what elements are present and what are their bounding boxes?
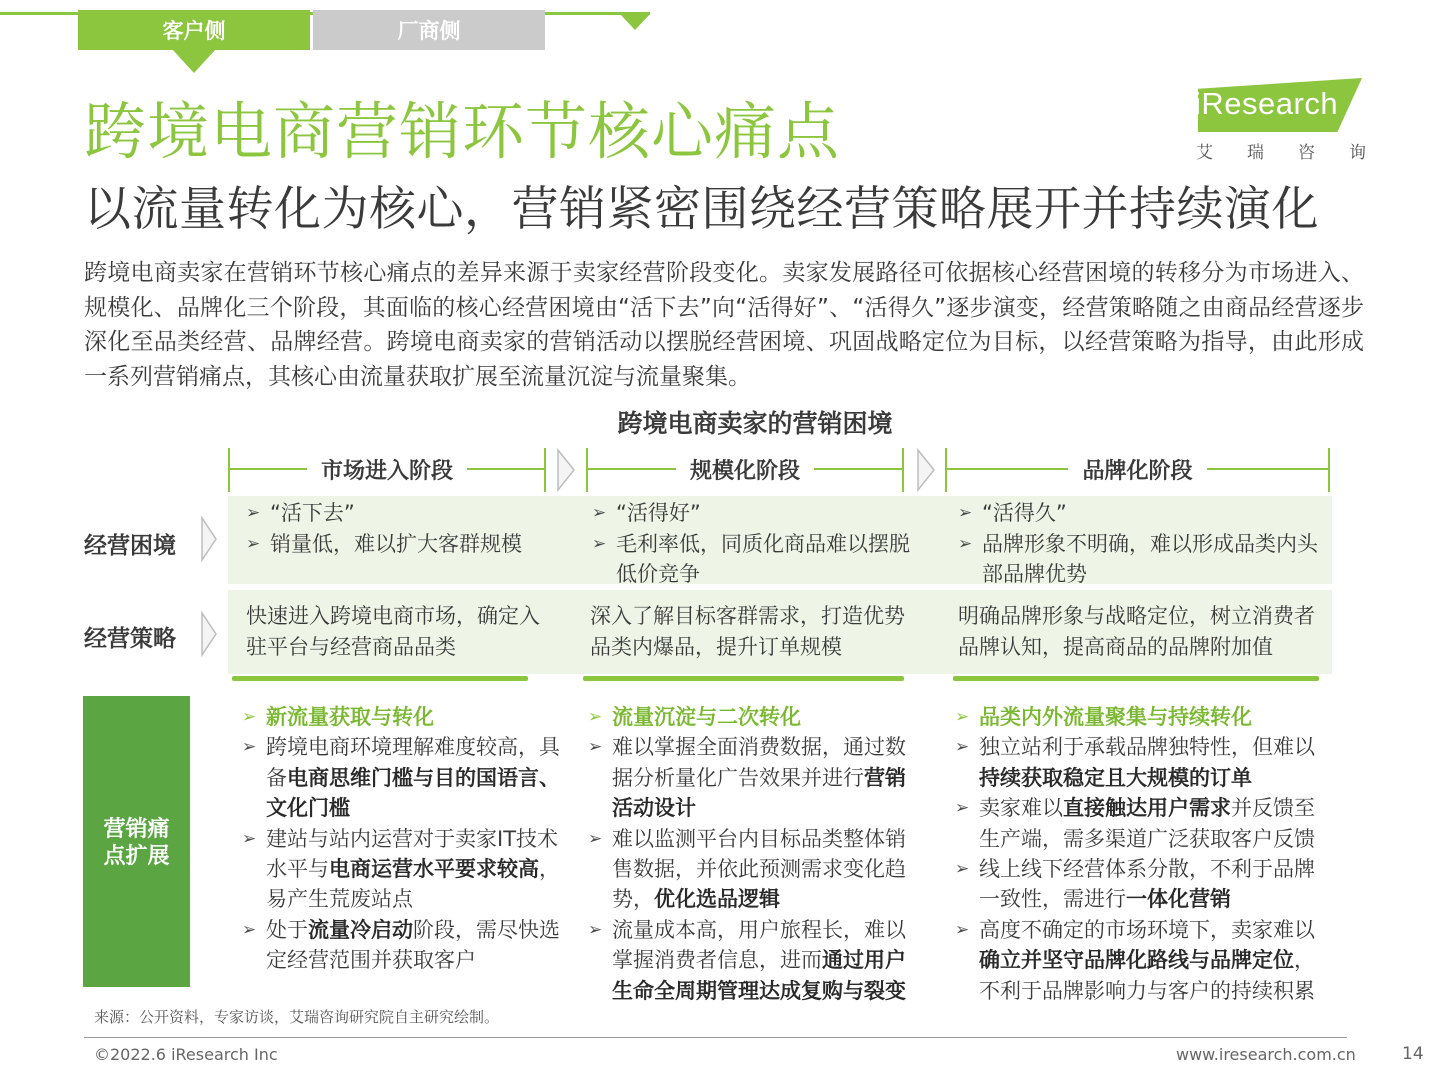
list-item xyxy=(242,915,564,976)
active-tab-pointer xyxy=(172,49,216,73)
body-text: 并反馈至生产端，需多渠道广泛获取客户反馈 xyxy=(979,796,1315,851)
chevron-right-icon xyxy=(200,516,218,562)
body-text: ，易产生荒废站点 xyxy=(266,857,560,912)
source-note: 来源：公开资料，专家访谈，艾瑞咨询研究院自主研究绘制。 xyxy=(94,1008,500,1026)
chevron-right-icon xyxy=(556,448,576,492)
body-text: 高度不确定的市场环境下，卖家难以 xyxy=(979,917,1315,942)
logo-brand-text: iResearch xyxy=(1194,86,1339,121)
iresearch-logo xyxy=(1190,76,1366,162)
green-divider-bar xyxy=(953,676,1319,681)
logo-char: 咨 xyxy=(1298,143,1315,163)
chevron-right-icon xyxy=(916,448,936,492)
row-label-dilemma: 经营困境 xyxy=(84,533,176,559)
page-number: 14 xyxy=(1402,1044,1424,1064)
body-text: 独立站利于承载品牌独特性，但难以 xyxy=(979,735,1315,760)
emphasis-text: 流量冷启动 xyxy=(308,917,413,942)
body-text: 建站与站内运营对于卖家IT技术水平与 xyxy=(266,826,559,882)
pain-column-3 xyxy=(955,702,1333,1006)
strategy-cell-1: 快速进入跨境电商市场，确定入驻平台与经营商品品类 xyxy=(246,604,540,659)
body-text: ，不利于品牌影响力与客户的持续积累 xyxy=(979,948,1315,1003)
list-item xyxy=(955,915,1333,1006)
green-divider-bar xyxy=(583,676,904,681)
pain-heading: ➢ 新流量获取与转化 xyxy=(242,702,564,732)
logo-char: 瑞 xyxy=(1247,143,1264,163)
list-item: ➢ 销量低，难以扩大客群规模 xyxy=(246,529,566,560)
emphasis-text: 一体化营销 xyxy=(1126,887,1231,912)
body-text: 流量成本高，用户旅程长，难以掌握消费者信息，进而 xyxy=(612,917,906,973)
body-text: 难以掌握全面消费数据，通过数据分析量化广告效果并进行 xyxy=(612,735,906,790)
page-title: 跨境电商营销环节核心痛点 xyxy=(84,95,841,168)
logo-char: 艾 xyxy=(1196,143,1213,163)
list-item xyxy=(588,732,916,823)
row-label-strategy: 经营策略 xyxy=(84,626,176,652)
pain-heading: ➢ 品类内外流量聚集与持续转化 xyxy=(955,702,1333,732)
list-item: ➢ “活得久” xyxy=(958,498,1330,529)
body-text: 阶段，需尽快选定经营范围并获取客户 xyxy=(266,917,560,973)
green-divider-bar xyxy=(232,676,528,681)
dilemma-cell-2 xyxy=(592,498,910,590)
emphasis-text: 营销活动设计 xyxy=(612,765,906,821)
list-item: ➢ 品牌形象不明确，难以形成品类内头部品牌优势 xyxy=(958,529,1330,590)
list-item: ➢ “活下去” xyxy=(246,498,566,529)
list-item xyxy=(955,793,1333,854)
stage-label: 市场进入阶段 xyxy=(307,454,467,485)
stage-header-market-entry xyxy=(228,448,546,492)
body-text: 处于 xyxy=(266,917,308,942)
pain-label-text: 营销痛点扩展 xyxy=(103,817,170,869)
list-item xyxy=(955,732,1333,793)
dilemma-cell-3 xyxy=(958,498,1330,590)
footer-divider xyxy=(84,1037,1347,1038)
list-item xyxy=(955,854,1333,915)
logo-cn-text xyxy=(1196,138,1366,163)
stage-header-scale xyxy=(586,448,904,492)
stage-label: 品牌化阶段 xyxy=(1068,454,1206,485)
page-subtitle: 以流量转化为核心，营销紧密围绕经营策略展开并持续演化 xyxy=(84,182,1319,237)
body-text: 跨境电商环境理解难度较高，具备 xyxy=(266,735,560,790)
emphasis-text: 通过用户生命全周期管理达成复购与裂变 xyxy=(612,948,906,1003)
list-item xyxy=(588,824,916,915)
stage-label: 规模化阶段 xyxy=(676,454,814,485)
tab-customer[interactable]: 客户侧 xyxy=(78,10,310,50)
emphasis-text: 直接触达用户需求 xyxy=(1063,796,1231,821)
body-text: 卖家难以 xyxy=(979,796,1063,821)
intro-paragraph: 跨境电商卖家在营销环节核心痛点的差异来源于卖家经营阶段变化。卖家发展路径可依据核心经营困境的转移分为市场进入、规模化、品牌化三个阶段，其面临的核心经营困境由“活下去”向“活得好”、“活得久”逐步演变，经营策略随之由商品经营逐步深化至品类经营、品牌经营。跨境电商卖家的营销活动以摆脱经营困境、巩固战略定位为目标，以经营策略为指导，由此形成一系列营销痛点，其核心由流量获取扩展至流量沉淀与流量聚集。 xyxy=(84,260,1364,390)
body-text: 线上线下经营体系分散，不利于品牌一致性，需进行 xyxy=(979,857,1315,912)
pain-column-2 xyxy=(588,702,916,1006)
strategy-cell-2: 深入了解目标客群需求，打造优势品类内爆品，提升订单规模 xyxy=(590,604,905,659)
row-label-pain xyxy=(83,696,190,987)
website-link[interactable]: www.iresearch.com.cn xyxy=(1176,1045,1356,1064)
strategy-cell-3: 明确品牌形象与战略定位，树立消费者品牌认知，提高商品的品牌附加值 xyxy=(958,604,1315,659)
copyright: ©2022.6 iResearch Inc xyxy=(94,1045,278,1064)
pain-column-1 xyxy=(242,702,564,976)
list-item xyxy=(588,915,916,1006)
tab-vendor[interactable]: 厂商侧 xyxy=(313,10,545,50)
diagram-title: 跨境电商卖家的营销困境 xyxy=(617,409,893,438)
pain-heading: ➢ 流量沉淀与二次转化 xyxy=(588,702,916,732)
stage-header-brand xyxy=(945,448,1330,492)
list-item: ➢ “活得好” xyxy=(592,498,910,529)
list-item xyxy=(242,824,564,915)
dilemma-cell-1 xyxy=(246,498,566,559)
emphasis-text: 持续获取稳定且大规模的订单 xyxy=(979,765,1252,790)
emphasis-text: 电商运营水平要求较高 xyxy=(329,857,539,882)
body-text: 难以监测平台内目标品类整体销售数据，并依此预测需求变化趋势， xyxy=(612,826,906,912)
emphasis-text: 电商思维门槛与目的国语言、文化门槛 xyxy=(266,765,560,821)
list-item: ➢ 毛利率低，同质化商品难以摆脱低价竞争 xyxy=(592,529,910,590)
emphasis-text: 确立并坚守品牌化路线与品牌定位 xyxy=(979,948,1294,973)
chevron-right-icon xyxy=(200,611,218,657)
emphasis-text: 优化选品逻辑 xyxy=(654,887,780,912)
list-item xyxy=(242,732,564,823)
logo-char: 询 xyxy=(1349,143,1366,163)
triangle-marker-icon xyxy=(620,14,650,30)
